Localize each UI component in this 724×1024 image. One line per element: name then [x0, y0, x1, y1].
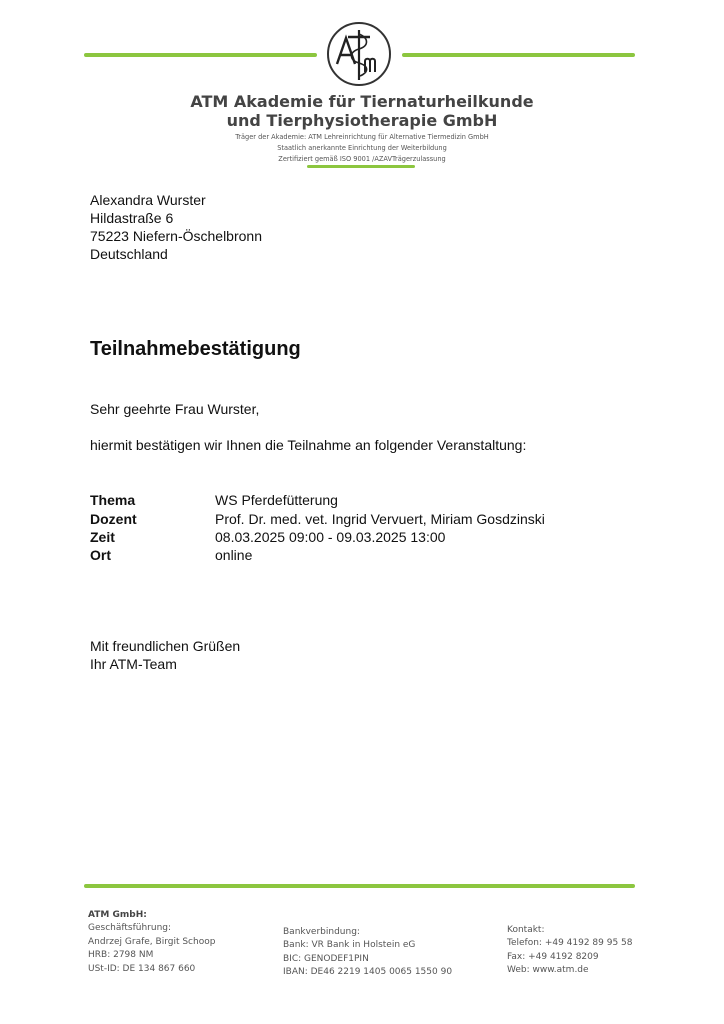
footer-bank-heading: Bankverbindung: — [283, 927, 360, 937]
header-rule-right — [402, 53, 635, 57]
recipient-name: Alexandra Wurster — [90, 192, 206, 208]
detail-value-zeit: 08.03.2025 09:00 - 09.03.2025 13:00 — [215, 529, 446, 545]
header-underline — [307, 165, 415, 168]
footer-company-heading: ATM GmbH: — [88, 910, 147, 920]
detail-value-dozent: Prof. Dr. med. vet. Ingrid Vervuert, Miriam Gosdzinski — [215, 511, 545, 527]
academy-sub-line1: Träger der Akademie: ATM Lehreinrichtung für Alternative Tiermedizin GmbH — [235, 133, 489, 141]
academy-title-line1: ATM Akademie für Tiernaturheilkunde — [190, 92, 534, 111]
footer-contact — [507, 924, 633, 978]
footer-company — [88, 909, 215, 976]
recipient-country: Deutschland — [90, 246, 168, 262]
detail-value-thema: WS Pferdefütterung — [215, 492, 338, 508]
recipient-city: 75223 Niefern-Öschelbronn — [90, 228, 262, 244]
footer-phone: Telefon: +49 4192 89 95 58 — [507, 938, 633, 949]
footer-web: Web: www.atm.de — [507, 965, 589, 976]
detail-value-ort: online — [215, 547, 253, 563]
footer-managers: Andrzej Grafe, Birgit Schoop — [88, 936, 216, 947]
footer-bank — [283, 926, 452, 980]
salutation: Sehr geehrte Frau Wurster, — [90, 401, 260, 417]
academy-sub-line3: Zertifiziert gemäß ISO 9001 /AZAVTrägerzulassung — [278, 155, 446, 163]
academy-title-line2: und Tierphysiotherapie GmbH — [226, 111, 498, 130]
footer-fax: Fax: +49 4192 8209 — [507, 951, 599, 962]
header-rule-left — [84, 53, 317, 57]
academy-sub-line2: Staatlich anerkannte Einrichtung der Weiterbildung — [277, 144, 447, 152]
intro-text: hiermit bestätigen wir Ihnen die Teilnahme an folgender Veranstaltung: — [90, 437, 527, 453]
footer-iban: IBAN: DE46 2219 1405 0065 1550 90 — [283, 967, 453, 978]
footer-rule — [84, 884, 635, 888]
footer-hrb: HRB: 2798 NM — [88, 950, 154, 961]
footer-bic: BIC: GENODEF1PIN — [283, 953, 369, 964]
closing-greeting: Mit freundlichen Grüßen — [90, 638, 241, 654]
footer-vat: USt-ID: DE 134 867 660 — [88, 963, 196, 974]
detail-label-dozent: Dozent — [90, 511, 137, 527]
detail-label-ort: Ort — [90, 547, 111, 563]
recipient-street: Hildastraße 6 — [90, 210, 174, 226]
document-title: Teilnahmebestätigung — [90, 338, 301, 360]
detail-label-thema: Thema — [90, 492, 136, 508]
footer-contact-heading: Kontakt: — [507, 925, 545, 935]
footer-management-label: Geschäftsführung: — [88, 923, 172, 934]
detail-label-zeit: Zeit — [90, 529, 115, 545]
atm-logo — [327, 22, 391, 86]
closing-signature: Ihr ATM-Team — [90, 656, 177, 672]
footer-bank-name: Bank: VR Bank in Holstein eG — [283, 940, 416, 951]
